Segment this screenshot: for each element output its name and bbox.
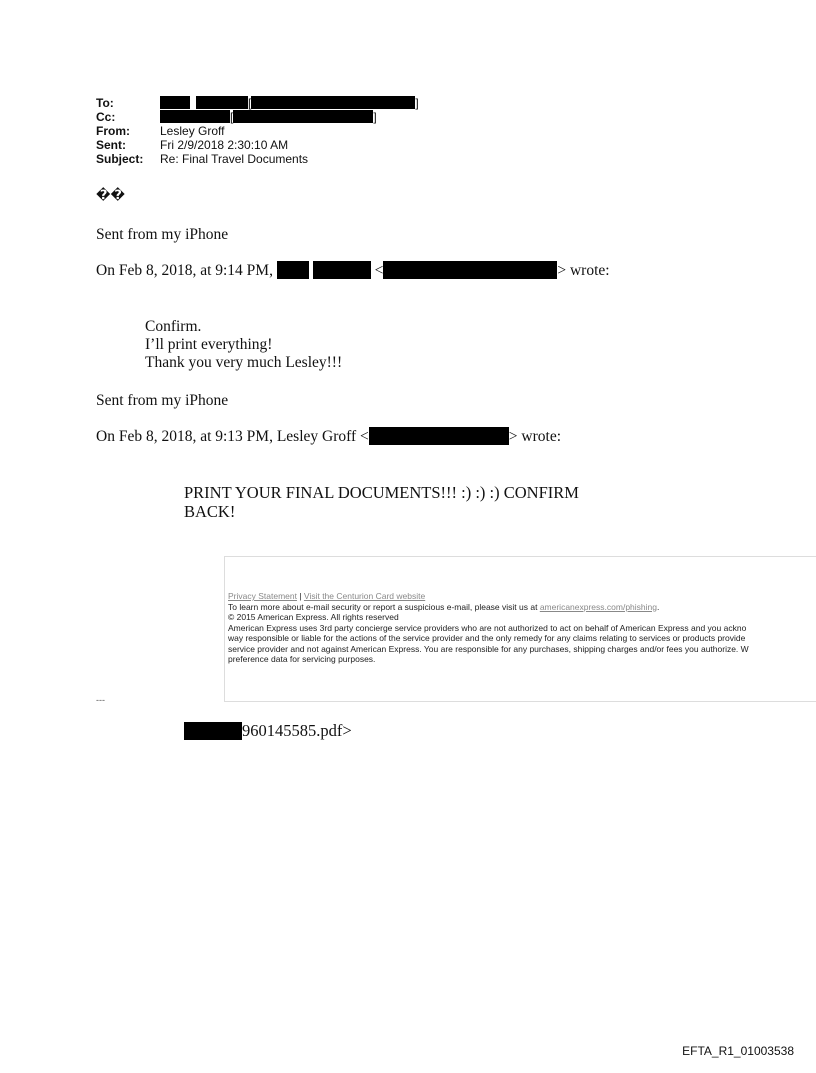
reply-line: Confirm. — [145, 318, 202, 335]
from-label: From: — [96, 124, 130, 138]
quote-wrote: > wrote: — [557, 262, 610, 279]
document-id: EFTA_R1_01003538 — [682, 1044, 794, 1058]
quote-header-1 — [96, 261, 610, 280]
redaction-bar — [369, 427, 509, 445]
subject-label: Subject: — [96, 152, 144, 166]
from-value: Lesley Groff — [160, 124, 225, 138]
to-label: To: — [96, 96, 114, 110]
redaction-bar — [383, 261, 557, 279]
disclaimer-line: service provider and not against American Express. You are responsible for any purchases, shipping charges and/or fees you authorize. W — [228, 643, 749, 654]
reply-line: Thank you very much Lesley!!! — [145, 354, 343, 371]
attachment-line — [184, 721, 352, 741]
cc-end: ] — [373, 110, 377, 124]
quote-intro: On Feb 8, 2018, at 9:13 PM, Lesley Groff < — [96, 428, 369, 445]
security-line — [228, 602, 816, 613]
sent-value: Fri 2/9/2018 2:30:10 AM — [160, 138, 289, 152]
redaction-bar — [160, 96, 190, 109]
cc-label: Cc: — [96, 110, 116, 124]
attachment-filename: 960145585.pdf> — [242, 721, 352, 740]
quote-header-2 — [96, 427, 561, 446]
cc-bracket: [ — [230, 110, 234, 124]
security-text: To learn more about e-mail security or report a suspicious e-mail, please visit us at — [228, 601, 540, 612]
redaction-bar — [277, 261, 309, 279]
to-bracket: [ — [248, 96, 252, 110]
privacy-statement-link[interactable]: Privacy Statement — [228, 591, 297, 601]
message-line: BACK! — [184, 502, 236, 521]
quote-wrote: > wrote: — [508, 428, 562, 445]
phishing-link[interactable]: americanexpress.com/phishing — [539, 601, 657, 612]
redaction-bar — [196, 96, 248, 109]
quote-intro: On Feb 8, 2018, at 9:14 PM, — [96, 262, 273, 279]
cc-value — [160, 110, 377, 124]
subject-value: Re: Final Travel Documents — [160, 152, 309, 166]
redaction-bar — [251, 96, 415, 109]
reply-line: I’ll print everything! — [145, 336, 273, 353]
amex-disclaimer-box — [224, 556, 816, 702]
security-period: . — [656, 601, 660, 612]
to-value — [160, 96, 419, 110]
to-end: ] — [415, 96, 419, 110]
signature-text: Sent from my iPhone — [96, 392, 229, 409]
redaction-bar — [184, 722, 242, 740]
redaction-bar — [233, 110, 373, 123]
signature-text: Sent from my iPhone — [96, 226, 229, 243]
sent-label: Sent: — [96, 138, 126, 152]
disclaimer-line: preference data for servicing purposes. — [228, 654, 376, 664]
link-separator: | — [296, 591, 304, 601]
quote-lt: < — [374, 262, 384, 279]
disclaimer-line: way responsible or liable for the actions of the service provider and the only remedy for any claims relating to services or products provide — [228, 633, 746, 643]
separator-dashes: --- — [96, 695, 105, 705]
redaction-bar — [160, 110, 230, 123]
message-line: PRINT YOUR FINAL DOCUMENTS!!! :) :) :) CONFIRM — [184, 483, 579, 502]
garbled-glyphs: �� — [96, 188, 125, 203]
disclaimer-line: American Express uses 3rd party concierge service providers who are not authorized to act on behalf of American Express and you ackno — [228, 622, 747, 633]
redaction-bar — [313, 261, 371, 279]
centurion-card-link[interactable]: Visit the Centurion Card website — [303, 591, 426, 601]
links-line — [228, 591, 816, 602]
copyright-line: © 2015 American Express. All rights reserved — [228, 612, 399, 622]
